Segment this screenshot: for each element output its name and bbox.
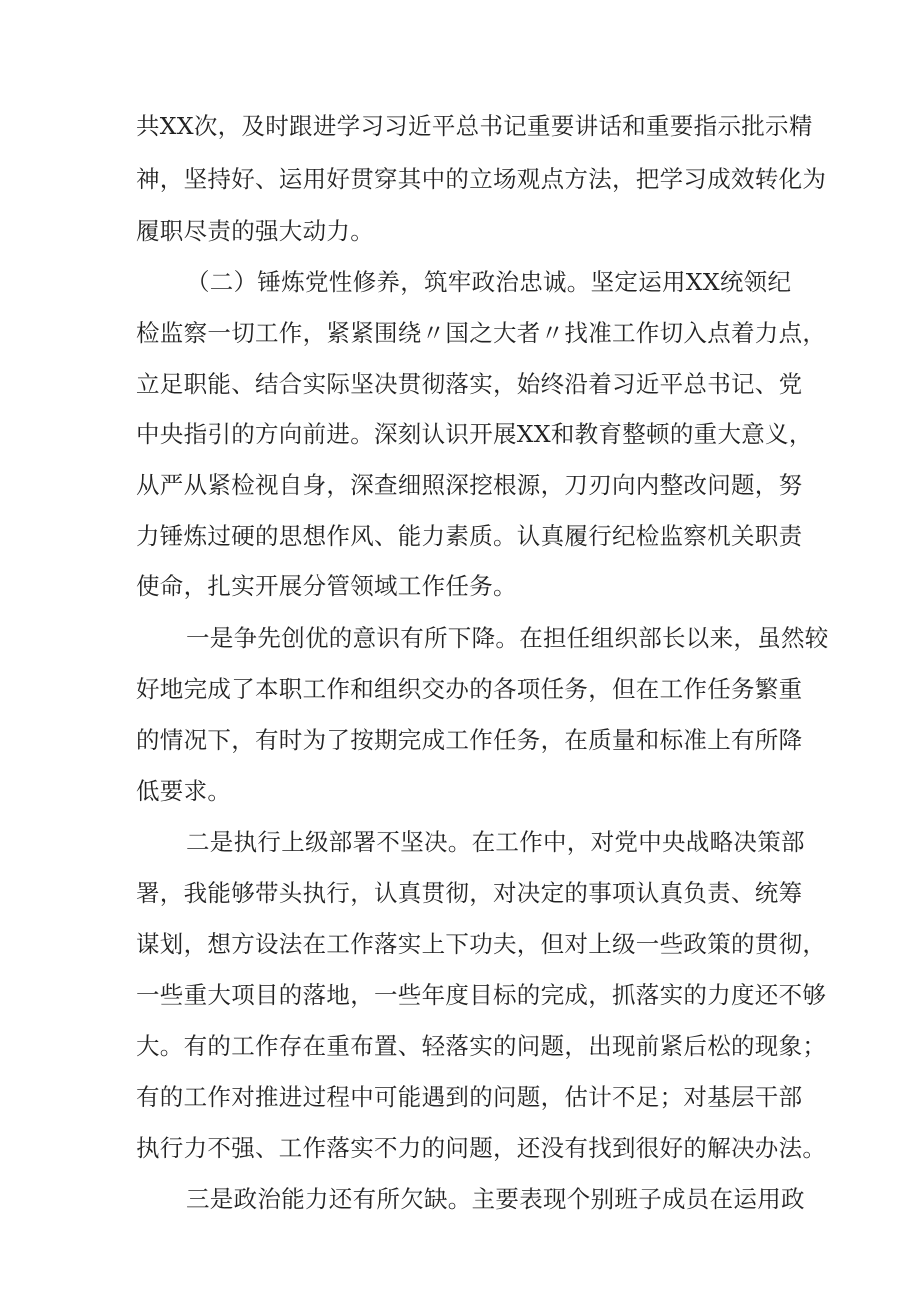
text-line: 大。有的工作存在重布置、轻落实的问题，出现前紧后松的现象； — [136, 1032, 827, 1060]
text-line: 有的工作对推进过程中可能遇到的问题，估计不足；对基层干部 — [136, 1083, 803, 1111]
text-line: 谋划，想方设法在工作落实上下功夫，但对上级一些政策的贯彻， — [136, 930, 827, 958]
text-line: 共XX次，及时跟进学习习近平总书记重要讲话和重要指示批示精 — [136, 112, 813, 140]
paragraph-start-line: 二是执行上级部署不坚决。在工作中，对党中央战略决策部 — [186, 828, 805, 856]
text-line: 履职尽责的强大动力。 — [136, 217, 374, 245]
text-line: 使命，扎实开展分管领域工作任务。 — [136, 572, 517, 600]
text-line: 神，坚持好、运用好贯穿其中的立场观点方法，把学习成效转化为 — [136, 165, 827, 193]
text-line: 好地完成了本职工作和组织交办的各项任务，但在工作任务繁重 — [136, 675, 803, 703]
text-line: 检监察一切工作，紧紧围绕〃国之大者〃找准工作切入点着力点， — [136, 319, 827, 347]
paragraph-start-line: 三是政治能力还有所欠缺。主要表现个别班子成员在运用政 — [186, 1185, 805, 1213]
text-line: 低要求。 — [136, 777, 232, 805]
paragraph-start-line: 一是争先创优的意识有所下降。在担任组织部长以来，虽然较 — [186, 624, 829, 652]
text-line: 一些重大项目的落地，一些年度目标的完成，抓落实的力度还不够 — [136, 981, 827, 1009]
text-line: 从严从紧检视自身，深查细照深挖根源，刀刃向内整改问题，努 — [136, 471, 803, 499]
paragraph-heading-line: （二）锤炼党性修养，筑牢政治忠诚。坚定运用XX统领纪 — [186, 268, 792, 296]
text-line: 署，我能够带头执行，认真贯彻，对决定的事项认真负责、统筹 — [136, 879, 803, 907]
text-line: 力锤炼过硬的思想作风、能力素质。认真履行纪检监察机关职责 — [136, 522, 803, 550]
text-line: 立足职能、结合实际坚决贯彻落实，始终沿着习近平总书记、党 — [136, 370, 803, 398]
text-line: 的情况下，有时为了按期完成工作任务，在质量和标准上有所降 — [136, 726, 803, 754]
text-line: 执行力不强、工作落实不力的问题，还没有找到很好的解决办法。 — [136, 1134, 827, 1162]
text-line: 中央指引的方向前进。深刻认识开展XX和教育整顿的重大意义， — [136, 420, 813, 448]
